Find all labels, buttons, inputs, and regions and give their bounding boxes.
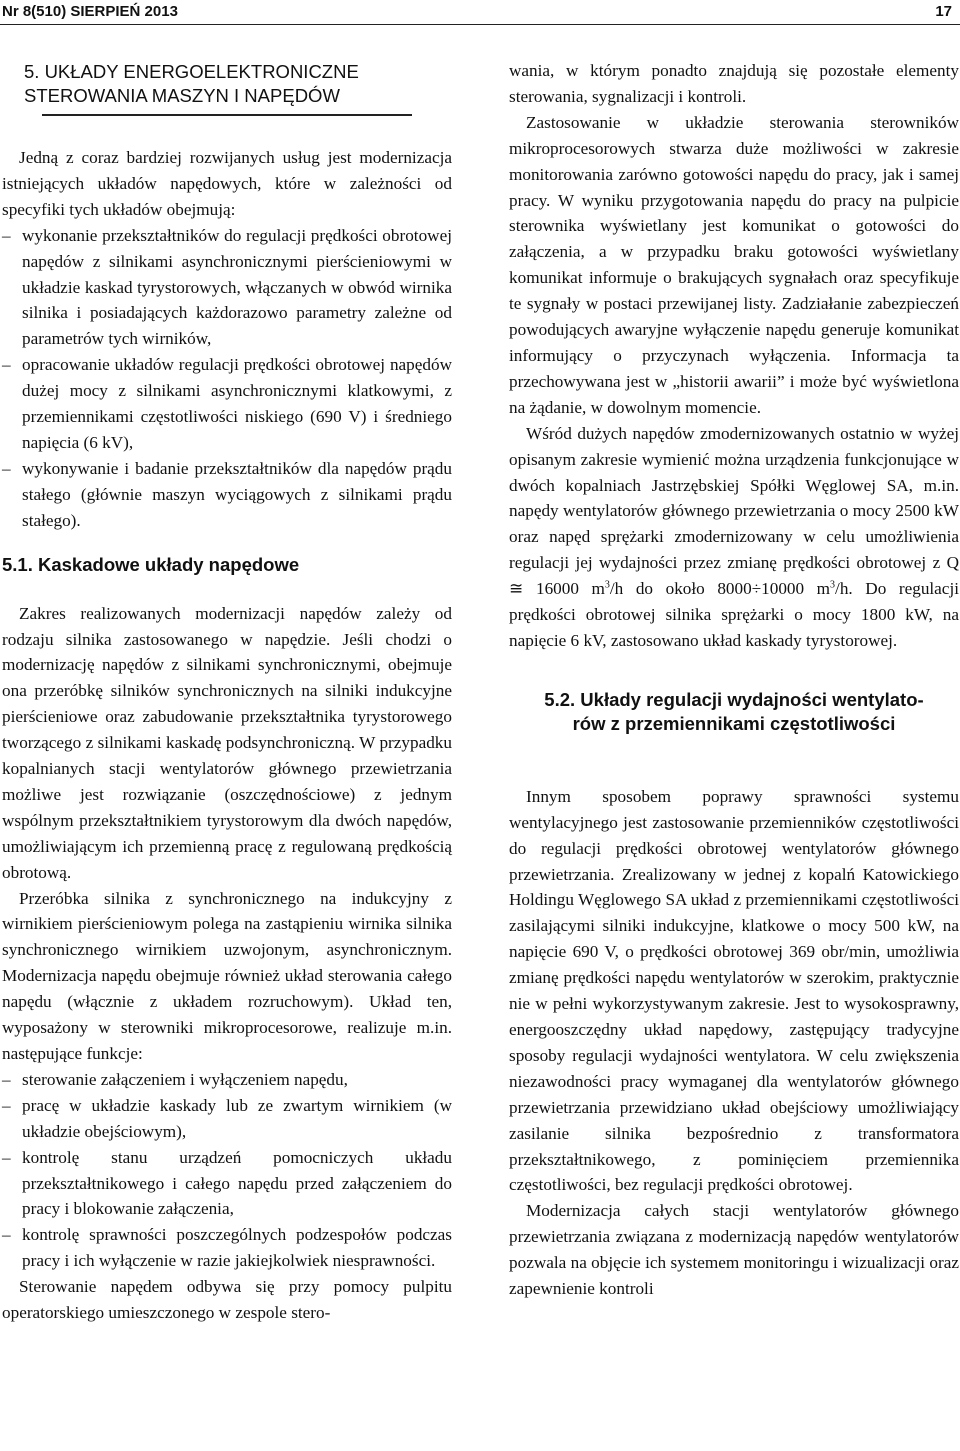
paragraph: Sterowanie napędem odbywa się przy pomocy pulpitu operatorskiego umieszczonego w zespole stero- [2,1277,452,1323]
list-item: – wykonanie przekształtników do regulacji prędkości obrotowej napędów z silnikami asynchronicznymi pierścieniowymi w układzie kaskad tyrystorowych, włączanych w obwód wirnika silnika i posiadających każdorazowo parametry zależne od parametrów tych wirników, [2,223,452,353]
list-item: – sterowanie załączeniem i wyłączeniem napędu, [2,1067,452,1093]
issue-label: Nr 8(510) SIERPIEŃ 2013 [2,3,178,20]
superscript: 3 [830,579,836,591]
page-header [0,0,960,26]
header-rule [0,24,960,25]
section-title-line1: 5. UKŁADY ENERGOELEKTRONICZNE [24,61,359,82]
bullet-list-functions [2,1067,452,1274]
list-item: – opracowanie układów regulacji prędkości obrotowej napędów dużej mocy z silnikami asynchronicznymi klatkowymi, z przemiennikami częstotliwości niskiego (690 V) i średniego napięcia (6 kV), [2,352,452,456]
paragraph: Innym sposobem poprawy sprawności systemu wentylacyjnego jest zastosowanie przemienników częstotliwości do regulacji prędkości obrotowej wentylatorów głównego przewietrzania. Zrealizowany w jednej z kopalń Katowickiego Holdingu Węglowego SA układ z przemiennikami częstotliwości zasilającymi silniki indukcyjne, klatkowe o mocy 500 kW, na napięcie 690 V, o prędkości obrotowej 369 obr/min, umożliwia zmianę prędkości napędu wentylatorów w szerokim, praktycznie nie w pełni wykorzystywanym zakresie. Jest to wysokosprawny, energooszczędny układ napędowy, zastępujący tradycyjne sposoby regulacji wydajności wentylatora. W celu zwiększenia niezawodności pracy wymaganej dla wentylatorów głównego przewietrzania przewidziano układ obejściowy umożliwiający zasilanie silnika bezpośrednio z transformatora przekształtnikowego, z pominięciem przemiennika częstotliwości, bez regulacji prędkości obrotowej. [509,786,959,1195]
right-column [509,58,959,1302]
superscript: 3 [604,579,610,591]
text-run: /h. Do regulacji prędkości obrotowej silnika sprężarki o mocy 1800 kW, na napięcie 6 kV, zastosowano układ kaskady tyrystorowej. [509,579,959,650]
list-item: – wykonywanie i badanie przekształtników dla napędów prądu stałego (głównie maszyn wyciągowych z silnikami prądu stałego). [2,456,452,534]
subsection-title-line1: 5.2. Układy regulacji wydajności wentylato- [544,688,924,710]
paragraph-continuation: wania, w którym ponadto znajdują się pozostałe elementy sterowania, sygnalizacji i kontroli. [509,61,959,106]
paragraph: Zastosowanie w układzie sterowania sterowników mikroprocesorowych stwarza duże możliwości w zakresie monitorowania zarówno gotowości napędu do pracy, jak i samej pracy. W wyniku przygotowania napędu do pracy na pulpicie sterownika wyświetlany jest komunikat o gotowości do załączenia, a w przypadku braku gotowości wyświetlany komunikat informuje o brakujących sygnałach oraz specyfikuje te sygnały w postaci przewijanej listy. Zadziałanie zabezpieczeń powodujących awaryjne wyłączenie napędu generuje komunikat informujący o przyczynach wyłączenia. Informacja ta przechowywana jest w „historii awarii” i może być wyświetlona na żądanie, w dowolnym momencie. [509,112,959,417]
left-column [2,60,452,1326]
text-run: /h do około 8000÷10000 m [609,579,831,599]
subsection-title-5-1: 5.1. Kaskadowe układy napędowe [2,553,300,575]
section-title [24,60,452,108]
paragraph: Zakres realizowanych modernizacji napędów zależy od rodzaju silnika zastosowanego w napędzie. Jeśli chodzi o modernizację napędów z silnikami synchronicznymi, obejmuje ona przeróbkę silników synchronicznych na silniki indukcyjne pierścieniowe oraz zabudowanie przekształtnika tyrystorowego tworzącego z silnikami kaskadę podsynchroniczną. W przypadku kopalnianych stacji wentylatorów głównego przewietrzania możliwe jest rozwiązanie (oszczędnościowe) z jednym wspólnym przekształtnikiem tyrystorowym dla dwóch napędów, umożliwiającym ich przemienną pracę z regulowaną prędkością obrotową. [2,603,452,882]
intro-paragraph: Jedną z coraz bardziej rozwijanych usług jest modernizacja istniejących układów napędowych, które w zależności od specyfiki tych układów obejmują: [2,148,452,219]
section-title-line2: STEROWANIA MASZYN I NAPĘDÓW [24,85,340,106]
subsection-title-5-2 [509,688,959,736]
list-item: – kontrolę stanu urządzeń pomocniczych układu przekształtnikowego i całego napędu przed załączeniem do pracy i blokowanie załączenia, [2,1145,452,1223]
list-item: – pracę w układzie kaskady lub ze zwartym wirnikiem (w układzie obejściowym), [2,1093,452,1145]
page-number: 17 [935,3,952,20]
list-item: – kontrolę sprawności poszczególnych podzespołów podczas pracy i ich wyłączenie w razie jakiejkolwiek niesprawności. [2,1222,452,1274]
paragraph: Modernizacja całych stacji wentylatorów głównego przewietrzania związana z modernizacją napędów wentylatorów pozwala na objęcie ich systemem monitoringu i wizualizacji oraz zapewnienie kontroli [509,1201,959,1299]
subsection-title-line2: rów z przemiennikami częstotliwości [572,712,896,734]
paragraph: Przeróbka silnika z synchronicznego na indukcyjny z wirnikiem pierścieniowym polega na zastąpieniu wirnika silnika synchronicznego wirnikiem uzwojonym, asynchronicznym. Modernizacja napędu obejmuje również układ sterowania całego napędu (włącznie z układem rozruchowym). Układ ten, wyposażony w sterowniki mikroprocesorowe, realizuje m.in. następujące funkcje: [2,888,452,1063]
text-run: Wśród dużych napędów zmodernizowanych ostatnio w wyżej opisanym zakresie wymienić można urządzenia funkcjonujące w dwóch kopalniach Jastrzębskiej Spółki Węglowej SA, m.in. napędy wentylatorów głównego przewietrzania o mocy 2500 kW oraz napęd sprężarki zmodernizowany w celu umożliwienia regulacji jej wydajności przez zmianę prędkości obrotowej z Q ≅ 16000 m [509,423,959,599]
bullet-list-scope [2,223,452,534]
paragraph [509,421,959,654]
